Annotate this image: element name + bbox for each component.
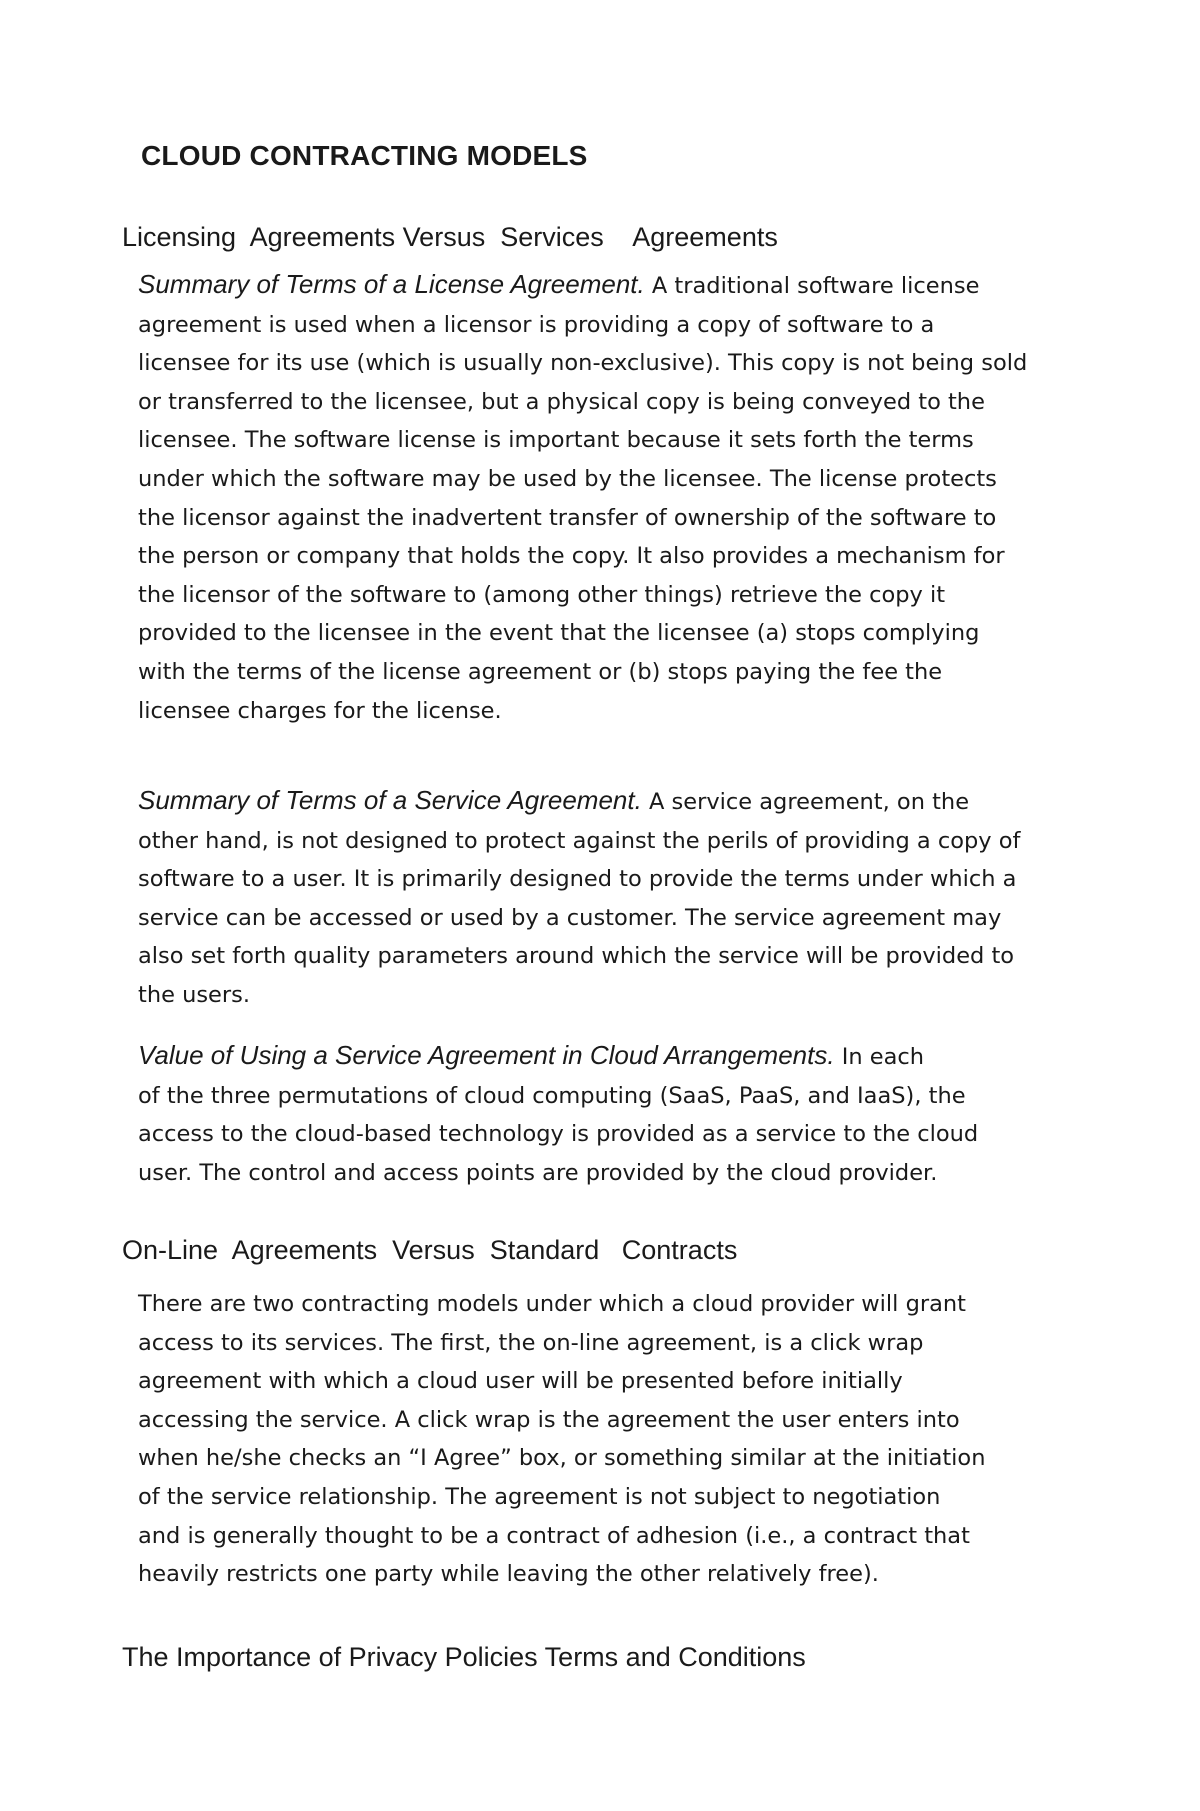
document-title: CLOUD CONTRACTING MODELS <box>141 140 588 171</box>
paragraph-text: A traditional software license <box>644 273 980 299</box>
paragraph-line: licensee. The software license is important because it sets forth the terms <box>138 427 974 454</box>
paragraph-line: of the three permutations of cloud computing (SaaS, PaaS, and IaaS), the <box>138 1082 966 1109</box>
paragraph-line: service can be accessed or used by a customer. The service agreement may <box>138 904 1002 931</box>
paragraph-line: the licensor of the software to (among other things) retrieve the copy it <box>138 581 946 608</box>
section-heading-licensing-vs-services: Licensing Agreements Versus Services Agreements <box>122 222 778 252</box>
paragraph-line: licensee charges for the license. <box>138 697 502 724</box>
paragraph-text: A service agreement, on the <box>641 789 970 815</box>
paragraph-line: access to its services. The first, the on-line agreement, is a click wrap <box>138 1329 924 1356</box>
paragraph-service-agreement-value <box>138 1036 1078 1192</box>
paragraph-line: heavily restricts one party while leaving the other relatively free). <box>138 1561 879 1588</box>
paragraph-contracting-models <box>138 1285 1078 1594</box>
paragraph-service-agreement-summary <box>138 781 1078 1015</box>
paragraph-line: access to the cloud-based technology is provided as a service to the cloud <box>138 1121 979 1148</box>
paragraph-lead-italic: Value of Using a Service Agreement in Cloud Arrangements. <box>138 1040 835 1070</box>
paragraph-line: agreement with which a cloud user will be presented before initially <box>138 1368 903 1395</box>
paragraph-first-line <box>138 265 1078 306</box>
paragraph-license-agreement-summary <box>138 265 1078 730</box>
section-heading-privacy-policies: The Importance of Privacy Policies Terms and Conditions <box>122 1642 806 1672</box>
paragraph-line: licensee for its use (which is usually non-exclusive). This copy is not being sold <box>138 350 1028 377</box>
paragraph-line: provided to the licensee in the event that the licensee (a) stops complying <box>138 620 980 647</box>
paragraph-line: other hand, is not designed to protect against the perils of providing a copy of <box>138 827 1021 854</box>
paragraph-line: with the terms of the license agreement or (b) stops paying the fee the <box>138 658 943 685</box>
paragraph-first-line <box>138 781 1078 822</box>
paragraph-line: agreement is used when a licensor is providing a copy of software to a <box>138 311 935 338</box>
paragraph-line: user. The control and access points are provided by the cloud provider. <box>138 1159 938 1186</box>
paragraph-first-line <box>138 1036 1078 1077</box>
paragraph-lead-italic: Summary of Terms of a License Agreement. <box>138 269 645 299</box>
paragraph-lead-italic: Summary of Terms of a Service Agreement. <box>138 785 642 815</box>
paragraph-line: There are two contracting models under which a cloud provider will grant <box>138 1291 966 1317</box>
paragraph-line: accessing the service. A click wrap is the agreement the user enters into <box>138 1406 960 1433</box>
paragraph-line: software to a user. It is primarily designed to provide the terms under which a <box>138 866 1017 893</box>
paragraph-line: or transferred to the licensee, but a physical copy is being conveyed to the <box>138 388 985 415</box>
paragraph-line: when he/she checks an “I Agree” box, or something similar at the initiation <box>138 1445 986 1472</box>
paragraph-line: under which the software may be used by the licensee. The license protects <box>138 465 997 492</box>
paragraph-line: and is generally thought to be a contract of adhesion (i.e., a contract that <box>138 1522 970 1549</box>
section-heading-online-vs-standard: On-Line Agreements Versus Standard Contracts <box>122 1235 738 1265</box>
paragraph-line: the users. <box>138 981 251 1008</box>
paragraph-line: also set forth quality parameters around which the service will be provided to <box>138 943 1015 970</box>
paragraph-text: In each <box>834 1044 925 1070</box>
paragraph-line: the licensor against the inadvertent transfer of ownership of the software to <box>138 504 997 531</box>
paragraph-line: of the service relationship. The agreement is not subject to negotiation <box>138 1483 941 1510</box>
paragraph-line: the person or company that holds the copy. It also provides a mechanism for <box>138 543 1005 570</box>
